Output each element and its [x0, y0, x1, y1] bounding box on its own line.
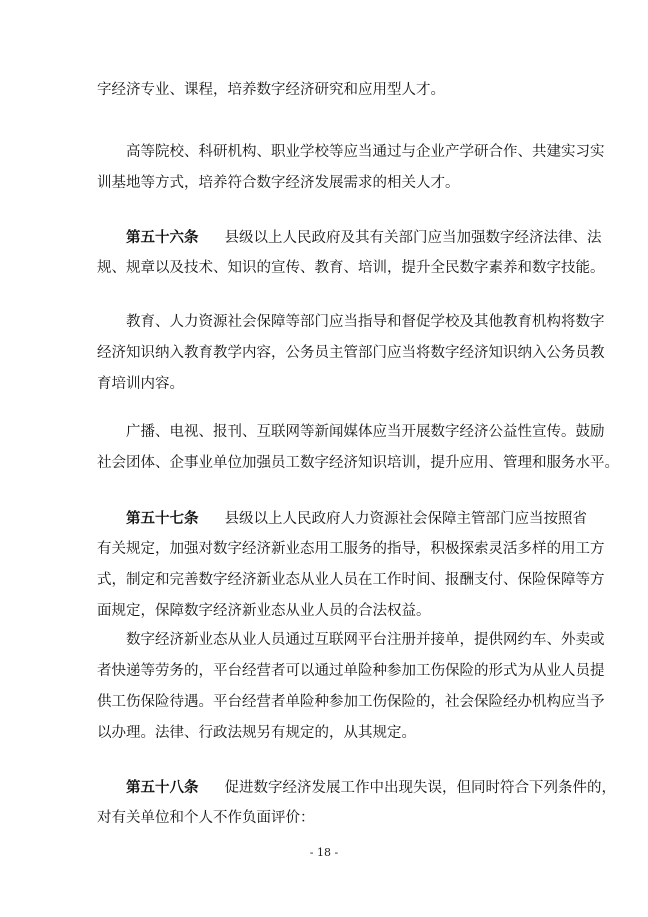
text-line: 供工伤保险待遇。平台经营者单险种参加工伤保险的，社会保险经办机构应当予 [97, 694, 605, 710]
text-line: 者快递等劳务的，平台经营者可以通过单险种参加工伤保险的形式为从业人员提 [97, 663, 605, 679]
text-line: 第五十六条 县级以上人民政府及其有关部门应当加强数字经济法律、法 [97, 222, 560, 253]
text-line: 有关规定，加强对数字经济新业态用工服务的指导，积极探索灵活多样的用工方 [97, 541, 605, 557]
text-line: 规、规章以及技术、知识的宣传、教育、培训，提升全民数字素养和数字技能。 [97, 260, 605, 276]
paragraph-1 [97, 75, 560, 106]
paragraph-4 [97, 307, 605, 400]
paragraph-2 [97, 137, 605, 199]
text-line: 数字经济新业态从业人员通过互联网平台注册并接单，提供网约车、外卖或 [126, 632, 605, 648]
text-line: 教育、人力资源社会保障等部门应当指导和督促学校及其他教育机构将数字 [126, 314, 605, 330]
page-number: - 18 - [309, 846, 339, 859]
article-58 [97, 772, 616, 834]
text-line: 训基地等方式，培养符合数字经济发展需求的相关人才。 [97, 175, 460, 191]
article-number: 第五十八条 [126, 779, 199, 796]
text-line: 经济知识纳入教育教学内容，公务员主管部门应当将数字经济知识纳入公务员教 [97, 345, 605, 361]
text-line: 面规定，保障数字经济新业态从业人员的合法权益。 [97, 603, 431, 619]
article-number: 第五十六条 [126, 229, 199, 246]
article-57 [97, 503, 605, 627]
text-line: 以办理。法律、行政法规另有规定的，从其规定。 [97, 725, 416, 741]
text-line: 高等院校、科研机构、职业学校等应当通过与企业产学研合作、共建实习实 [126, 144, 605, 160]
text-line: 第五十七条 县级以上人民政府人力资源社会保障主管部门应当按照省 [97, 503, 560, 534]
text-line: 对有关单位和个人不作负面评价： [97, 810, 315, 826]
article-56 [97, 222, 605, 284]
text-line: 广播、电视、报刊、互联网等新闻媒体应当开展数字经济公益性宣传。鼓励 [126, 424, 605, 440]
text-line: 字经济专业、课程，培养数字经济研究和应用型人才。 [97, 82, 445, 98]
paragraph-5 [97, 417, 619, 479]
text-line: 式，制定和完善数字经济新业态从业人员在工作时间、报酬支付、保险保障等方 [97, 572, 605, 588]
text-line: 社会团体、企事业单位加强员工数字经济知识培训，提升应用、管理和服务水平。 [97, 455, 619, 471]
text-line: 育培训内容。 [97, 376, 184, 392]
paragraph-7 [97, 625, 605, 749]
article-number: 第五十七条 [126, 510, 199, 527]
text-line: 第五十八条 促进数字经济发展工作中出现失误，但同时符合下列条件的， [97, 772, 560, 803]
